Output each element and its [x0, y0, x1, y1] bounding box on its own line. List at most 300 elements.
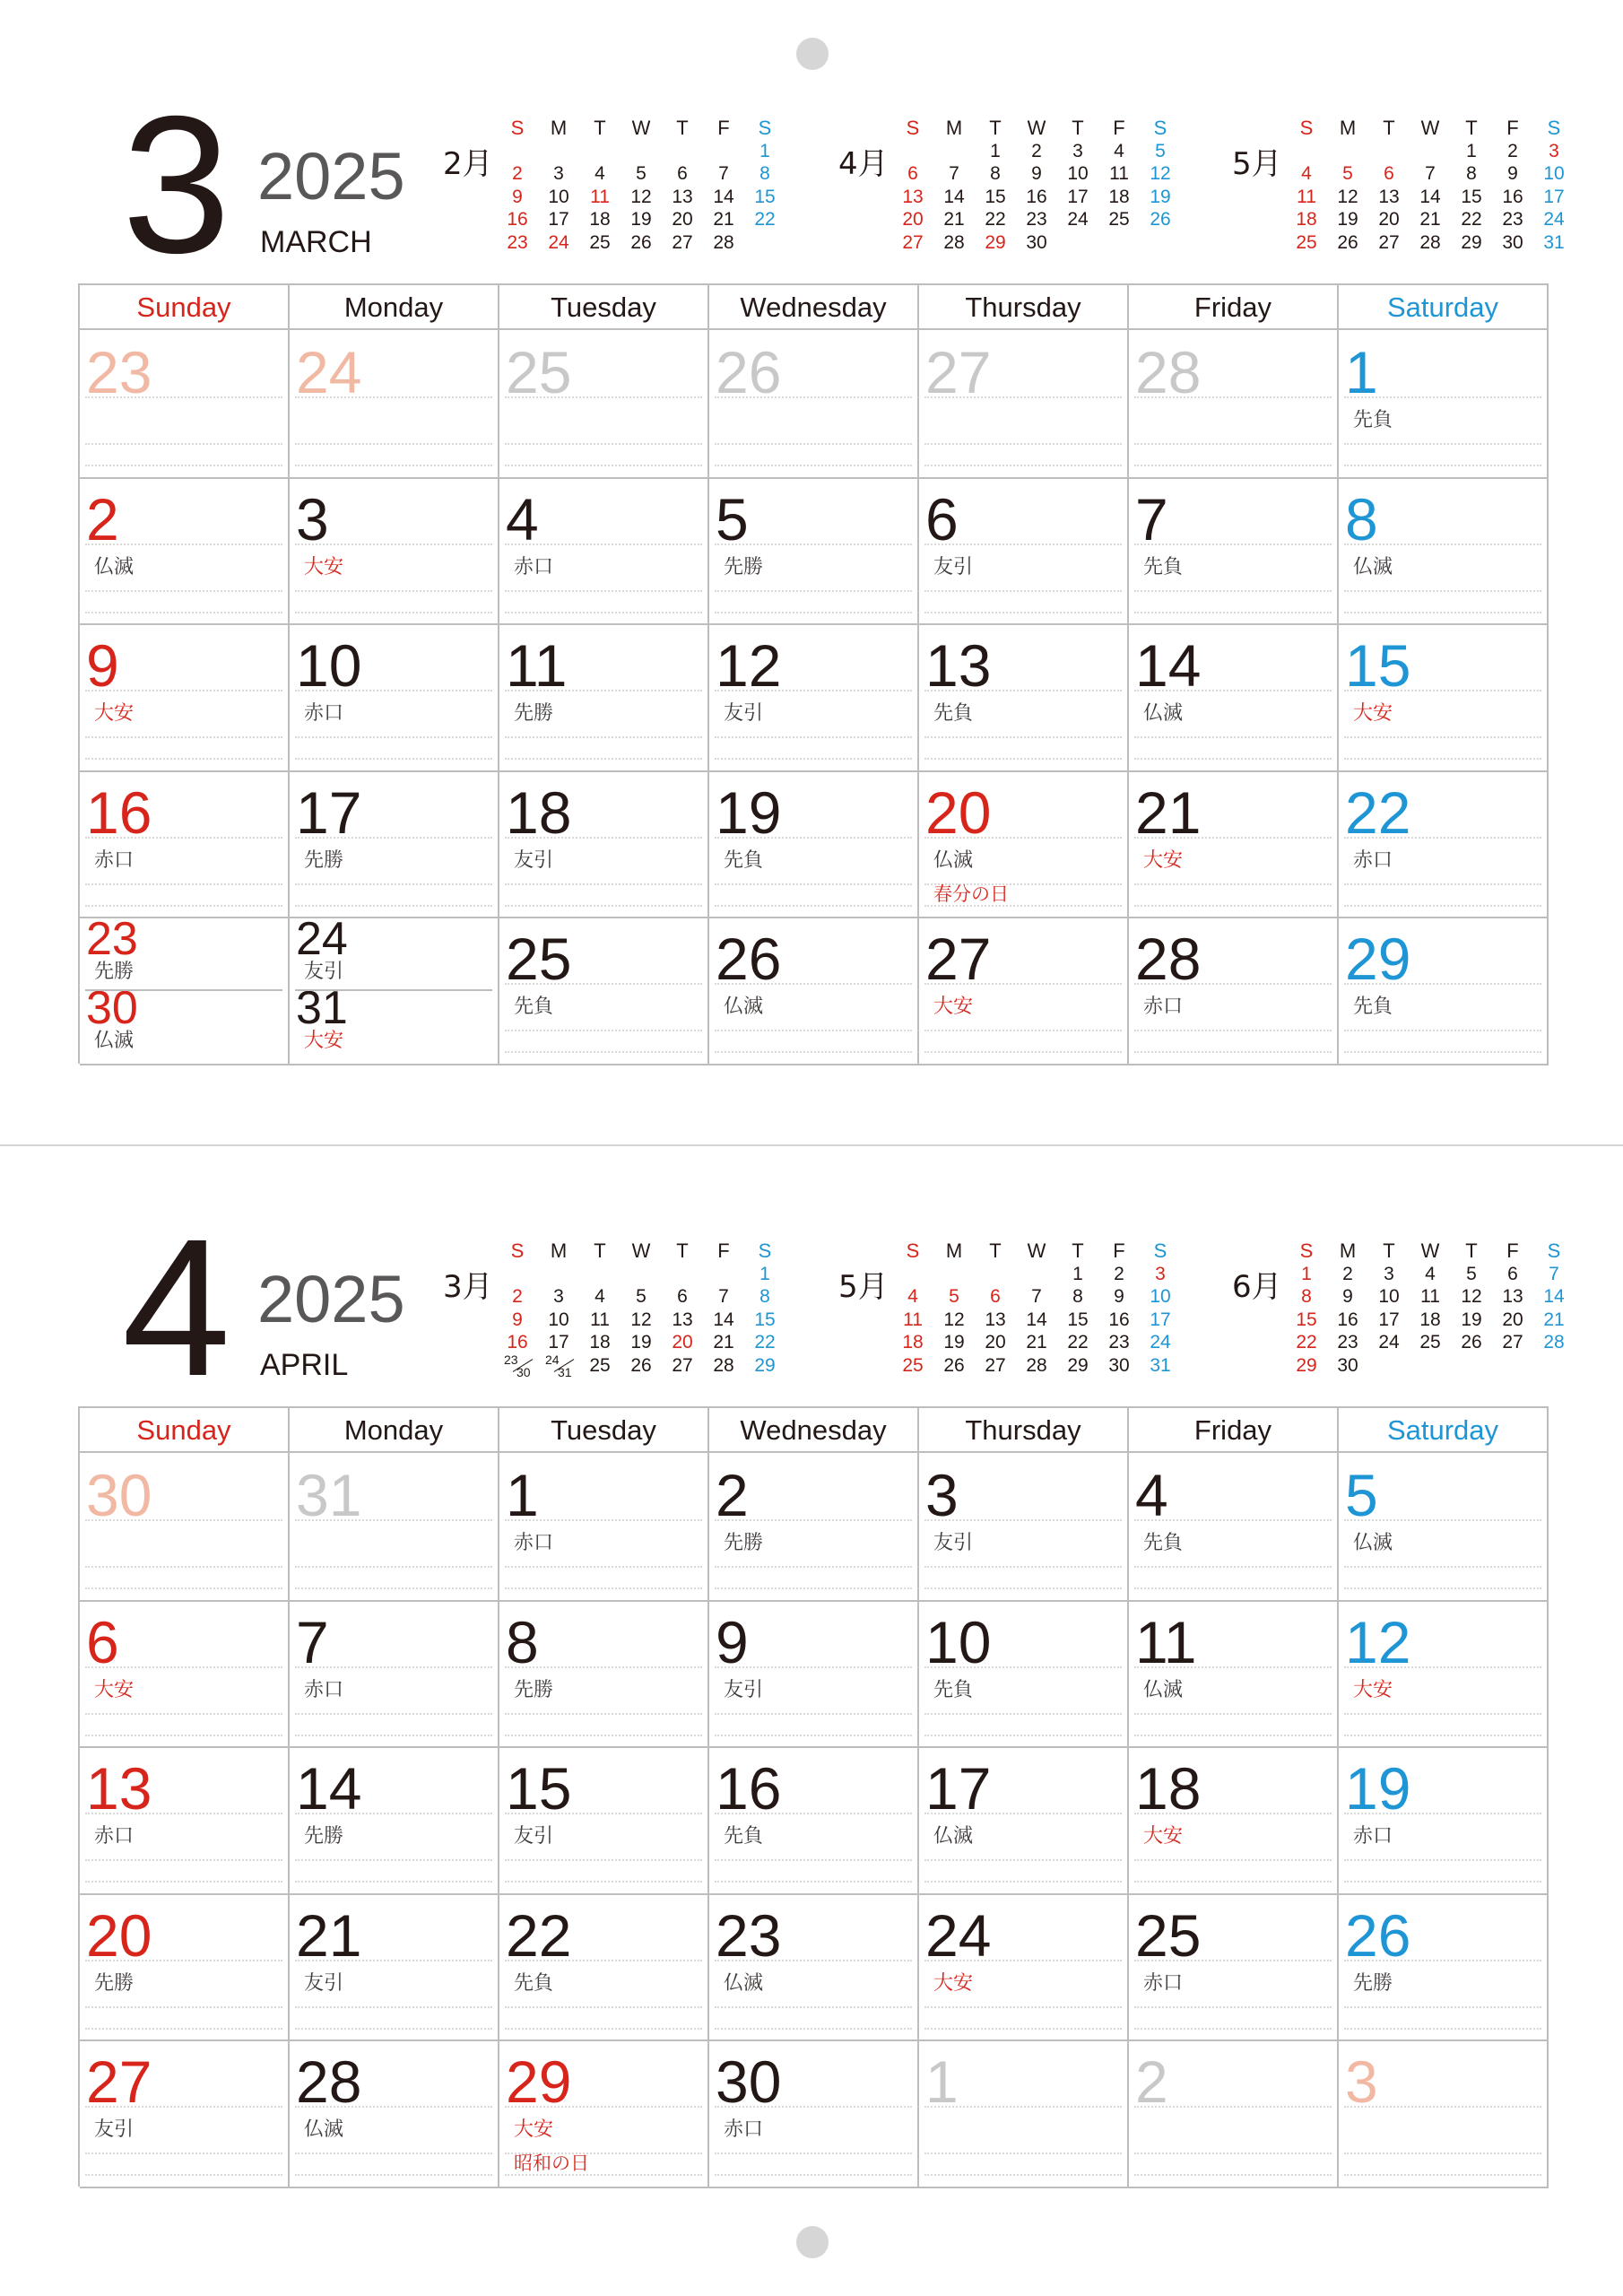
- mini-day: 21: [713, 209, 734, 230]
- mini-day: 21: [713, 1332, 734, 1352]
- mini-day: 28: [1419, 231, 1441, 253]
- day-number: 25: [506, 926, 572, 992]
- day-cell: [290, 1893, 499, 2042]
- day-number: 20: [925, 778, 992, 846]
- dotted-rule: [295, 2152, 492, 2154]
- mini-day: 18: [1296, 209, 1317, 230]
- mini-day: 9: [1342, 1286, 1353, 1307]
- mini-calendar-row: [892, 162, 1181, 186]
- mini-day: 5: [636, 163, 647, 184]
- mini-day: [1140, 231, 1181, 255]
- dotted-rule: [85, 1735, 282, 1736]
- rokuyo-label: 友引: [933, 555, 974, 578]
- mini-day: 30: [1108, 1354, 1130, 1376]
- mini-day: 25: [1419, 1332, 1441, 1352]
- mini-day: 24: [1378, 1332, 1400, 1352]
- mini-calendar-row: [497, 208, 785, 231]
- rokuyo-label: 大安: [1353, 1678, 1393, 1701]
- mini-weekday-label: T: [1465, 1239, 1478, 1262]
- dotted-rule: [505, 2174, 702, 2176]
- dotted-rule: [1344, 443, 1541, 445]
- day-cell: [80, 2039, 290, 2188]
- dotted-rule: [1344, 758, 1541, 760]
- rokuyo-label: 先勝: [724, 555, 764, 578]
- mini-calendar-grid: [1286, 117, 1575, 254]
- dotted-rule: [85, 590, 282, 592]
- week-row: [80, 330, 1549, 477]
- rokuyo-label: 大安: [1353, 702, 1393, 725]
- mini-day: 10: [1378, 1286, 1400, 1307]
- rokuyo-label: 先負: [933, 1678, 974, 1701]
- dotted-rule: [295, 1735, 492, 1736]
- rokuyo-label: 先負: [724, 848, 764, 872]
- mini-day: 30: [1502, 231, 1523, 253]
- mini-day: 29: [1067, 1354, 1089, 1376]
- dotted-rule: [1344, 1881, 1541, 1883]
- month-grid: [78, 283, 1549, 1064]
- mini-weekday-label: F: [1506, 117, 1519, 139]
- month-grid: [78, 1406, 1549, 2187]
- mini-day: 2: [1114, 1263, 1124, 1284]
- weekday-header-monday: Monday: [290, 1408, 499, 1453]
- dotted-rule: [715, 883, 912, 885]
- dotted-rule: [1134, 1881, 1332, 1883]
- mini-calendar: [838, 117, 1220, 260]
- mini-day: 10: [1150, 1286, 1171, 1307]
- dotted-rule: [1134, 1051, 1332, 1053]
- day-number: 11: [1135, 1608, 1197, 1675]
- rokuyo-label: 友引: [933, 1532, 974, 1554]
- mini-day: 17: [548, 209, 569, 230]
- mini-day: 1: [990, 140, 1001, 161]
- mini-day: 19: [943, 1332, 965, 1352]
- mini-calendar-row: [497, 1285, 785, 1309]
- day-number: 22: [1345, 778, 1411, 846]
- mini-weekday-label: M: [550, 117, 568, 139]
- rokuyo-label: 大安: [94, 1678, 135, 1701]
- day-cell: [1129, 1600, 1339, 1749]
- rokuyo-label: 先負: [514, 996, 554, 1018]
- day-number: 23: [86, 913, 138, 965]
- mini-day: [621, 140, 662, 163]
- day-number: 17: [925, 1755, 992, 1822]
- mini-calendar-grid: [497, 117, 785, 254]
- rokuyo-label: 大安: [933, 1971, 974, 1995]
- mini-day: 25: [1296, 231, 1317, 253]
- mini-day: [703, 1263, 744, 1286]
- mini-day: 14: [1026, 1309, 1047, 1330]
- mini-day: 15: [1067, 1309, 1089, 1330]
- rokuyo-label: 友引: [724, 702, 764, 725]
- mini-weekday-label: T: [989, 117, 1002, 139]
- mini-day: [1016, 1263, 1057, 1286]
- mini-day: 26: [1150, 209, 1171, 230]
- dotted-rule: [715, 1735, 912, 1736]
- dotted-rule: [1134, 1713, 1332, 1715]
- mini-day: 7: [949, 163, 959, 184]
- mini-calendar-month-label: 5月: [1232, 146, 1282, 182]
- mini-day: [892, 1263, 933, 1286]
- mini-weekday-label: T: [989, 1239, 1002, 1262]
- dotted-rule: [295, 1587, 492, 1589]
- mini-day: 17: [1378, 1309, 1400, 1330]
- mini-day: 22: [1067, 1332, 1089, 1352]
- day-cell: [290, 770, 499, 919]
- mini-day: [662, 140, 703, 163]
- day-cell: [919, 770, 1129, 919]
- mini-day: 15: [1461, 186, 1482, 207]
- dotted-rule: [1344, 1566, 1541, 1568]
- rokuyo-label: 仏滅: [724, 996, 764, 1018]
- mini-calendar-month-label: 3月: [443, 1269, 493, 1305]
- rokuyo-label: 大安: [1143, 1825, 1184, 1848]
- dotted-rule: [85, 883, 282, 885]
- day-number: 4: [506, 485, 539, 552]
- mini-weekday-label: S: [1547, 117, 1561, 139]
- dotted-rule: [924, 736, 1122, 738]
- rokuyo-label: 先負: [1143, 1532, 1184, 1554]
- mini-calendar-month-label: 6月: [1232, 1269, 1282, 1305]
- mini-day: 26: [630, 231, 652, 253]
- mini-day: 27: [1502, 1332, 1523, 1352]
- mini-weekday-label: S: [906, 117, 920, 139]
- dotted-rule: [1344, 883, 1541, 885]
- dotted-rule: [505, 1587, 702, 1589]
- holiday-label: 春分の日: [933, 883, 1009, 905]
- dotted-rule: [715, 2028, 912, 2030]
- mini-day: 18: [902, 1332, 924, 1352]
- mini-weekday-label: M: [1339, 1239, 1357, 1262]
- mini-weekday-label: T: [676, 117, 689, 139]
- week-row: [80, 1600, 1549, 1747]
- dotted-rule: [924, 905, 1122, 907]
- day-cell: [1339, 623, 1549, 772]
- mini-day: 10: [548, 1309, 569, 1330]
- mini-day: 15: [985, 186, 1006, 207]
- day-cell: [290, 1453, 499, 1602]
- mini-calendar: [443, 1239, 825, 1383]
- mini-day: 11: [1109, 163, 1129, 184]
- weekday-header-monday: Monday: [290, 285, 499, 330]
- weekday-header-friday: Friday: [1129, 1408, 1339, 1453]
- mini-day: 1: [1466, 140, 1477, 161]
- dotted-rule: [715, 1881, 912, 1883]
- mini-day: 16: [507, 209, 528, 230]
- mini-calendar-row: [1286, 1263, 1575, 1286]
- mini-day: 5: [1155, 140, 1166, 161]
- mini-weekday-label: T: [594, 1239, 606, 1262]
- mini-calendar: [443, 117, 825, 260]
- dotted-rule: [715, 736, 912, 738]
- day-number: 3: [1345, 2048, 1378, 2115]
- dotted-rule: [295, 2174, 492, 2176]
- rokuyo-label: 先負: [1353, 409, 1393, 431]
- dotted-rule: [924, 1881, 1122, 1883]
- mini-day: [892, 140, 933, 163]
- day-number: 3: [925, 1462, 959, 1528]
- mini-day: [1533, 1354, 1575, 1378]
- day-cell: [499, 1600, 709, 1749]
- rokuyo-label: 仏滅: [1353, 1532, 1393, 1554]
- rokuyo-label: 赤口: [1143, 996, 1184, 1018]
- day-number: 17: [296, 778, 362, 846]
- mini-calendar-grid: [1286, 1239, 1575, 1377]
- dotted-rule: [1134, 1859, 1332, 1861]
- year-label: 2025: [257, 1262, 405, 1336]
- mini-day: 13: [1502, 1286, 1523, 1307]
- dotted-rule: [1344, 1030, 1541, 1031]
- week-row: [80, 1893, 1549, 2040]
- mini-weekday-label: M: [1339, 117, 1357, 139]
- mini-weekday-label: T: [1465, 117, 1478, 139]
- week-row: [80, 2039, 1549, 2187]
- dotted-rule: [924, 1030, 1122, 1031]
- mini-split-date: [543, 1354, 577, 1378]
- mini-weekday-label: T: [1383, 117, 1395, 139]
- day-cell: [1339, 1746, 1549, 1895]
- day-number: 9: [716, 1608, 749, 1675]
- day-cell: [499, 477, 709, 626]
- dotted-rule: [715, 443, 912, 445]
- day-number: 27: [86, 2048, 152, 2115]
- mini-day: 11: [590, 1309, 610, 1330]
- mini-day: 2: [1342, 1263, 1353, 1284]
- mini-day: 12: [630, 1309, 652, 1330]
- mini-day: 1: [759, 1263, 770, 1284]
- dotted-rule: [1344, 1859, 1541, 1861]
- day-cell: [919, 330, 1129, 479]
- day-cell: [499, 2039, 709, 2188]
- dotted-rule: [924, 1587, 1122, 1589]
- mini-day: 13: [672, 1309, 693, 1330]
- day-cell: [499, 770, 709, 919]
- dotted-rule: [924, 1713, 1122, 1715]
- rokuyo-label: 赤口: [304, 1678, 344, 1701]
- day-cell: [1129, 1893, 1339, 2042]
- mini-day: 12: [1461, 1286, 1482, 1307]
- day-number: 13: [86, 1755, 152, 1822]
- mini-calendar-header: [1286, 1239, 1575, 1263]
- rokuyo-label: 先勝: [514, 1678, 554, 1701]
- mini-day: 5: [1466, 1263, 1477, 1284]
- mini-day: 31: [1150, 1354, 1171, 1376]
- mini-weekday-label: S: [1153, 1239, 1167, 1262]
- dotted-rule: [505, 1881, 702, 1883]
- rokuyo-label: 仏滅: [933, 848, 974, 872]
- mini-day: 2: [512, 163, 523, 184]
- mini-day: 4: [907, 1286, 918, 1307]
- binder-hole-bottom: [796, 2226, 829, 2258]
- mini-day: 11: [1297, 186, 1316, 207]
- day-number: 7: [296, 1608, 329, 1675]
- day-cell: [499, 623, 709, 772]
- dotted-rule: [505, 1051, 702, 1053]
- dotted-rule: [715, 905, 912, 907]
- day-cell: [1339, 1893, 1549, 2042]
- mini-day-top: 23: [504, 1352, 518, 1367]
- weekday-header-sunday: Sunday: [80, 285, 290, 330]
- dotted-rule: [85, 465, 282, 466]
- mini-weekday-label: M: [550, 1239, 568, 1262]
- mini-day: 6: [907, 163, 918, 184]
- day-cell: [919, 917, 1129, 1065]
- dotted-rule: [505, 905, 702, 907]
- rokuyo-label: 先負: [1143, 555, 1184, 578]
- mini-calendar: [1232, 117, 1614, 260]
- mini-day: 24: [548, 231, 569, 253]
- week-row: [80, 623, 1549, 770]
- mini-calendar-header: [1286, 117, 1575, 140]
- weekday-header-thursday: Thursday: [919, 285, 1129, 330]
- mini-day: 26: [1461, 1332, 1482, 1352]
- mini-day: 5: [1342, 163, 1353, 184]
- rokuyo-label: 先勝: [94, 961, 135, 983]
- mini-calendar-row: [1286, 1331, 1575, 1354]
- day-cell: [1129, 770, 1339, 919]
- dotted-rule: [1134, 2174, 1332, 2176]
- dotted-rule: [1134, 905, 1332, 907]
- mini-day: [579, 140, 621, 163]
- mini-day: 5: [636, 1286, 647, 1307]
- mini-day: 27: [985, 1354, 1006, 1376]
- day-cell: [290, 330, 499, 479]
- dotted-rule: [924, 1051, 1122, 1053]
- mini-day: 16: [1026, 186, 1047, 207]
- weekday-header-sunday: Sunday: [80, 1408, 290, 1453]
- mini-day: 6: [677, 163, 688, 184]
- day-cell: [1129, 623, 1339, 772]
- mini-day: 6: [1507, 1263, 1518, 1284]
- mini-day: 19: [1150, 186, 1171, 207]
- mini-day: 17: [1067, 186, 1089, 207]
- day-cell: [499, 917, 709, 1065]
- dotted-rule: [505, 590, 702, 592]
- mini-day: 19: [630, 1332, 652, 1352]
- mini-calendar-row: [1286, 186, 1575, 209]
- mini-day: 7: [1425, 163, 1436, 184]
- mini-day: 27: [1378, 231, 1400, 253]
- dotted-rule: [85, 612, 282, 613]
- weekday-header-saturday: Saturday: [1339, 285, 1549, 330]
- mini-weekday-label: F: [1506, 1239, 1519, 1262]
- day-cell: [919, 477, 1129, 626]
- day-cell: [499, 1453, 709, 1602]
- day-cell-half: [290, 982, 498, 1062]
- day-number: 2: [86, 485, 119, 552]
- dotted-rule: [924, 465, 1122, 466]
- dotted-rule: [295, 883, 492, 885]
- day-number: 1: [506, 1462, 539, 1528]
- day-cell: [1339, 1453, 1549, 1602]
- dotted-rule: [715, 465, 912, 466]
- mini-calendar-row: [497, 1263, 785, 1286]
- dotted-rule: [85, 1881, 282, 1883]
- mini-day-top: 24: [545, 1352, 560, 1367]
- dotted-rule: [715, 1051, 912, 1053]
- dotted-rule: [1344, 1735, 1541, 1736]
- rokuyo-label: 先勝: [304, 848, 344, 872]
- dotted-rule: [505, 1735, 702, 1736]
- day-cell: [709, 917, 919, 1065]
- week-row: [80, 770, 1549, 918]
- mini-day-bottom: 30: [516, 1364, 531, 1379]
- mini-day: 4: [595, 163, 605, 184]
- rokuyo-label: 先勝: [1353, 1971, 1393, 1995]
- mini-day: [1410, 1354, 1451, 1378]
- day-number: 21: [1135, 778, 1202, 846]
- mini-calendar-row: [497, 162, 785, 186]
- mini-day: 18: [1419, 1309, 1441, 1330]
- day-number: 30: [86, 982, 138, 1034]
- mini-calendar-row: [892, 1285, 1181, 1309]
- day-number: 6: [925, 485, 959, 552]
- day-cell: [290, 1600, 499, 1749]
- mini-day: [662, 1263, 703, 1286]
- mini-day: 21: [1543, 1309, 1565, 1330]
- rokuyo-label: 仏滅: [1143, 702, 1184, 725]
- mini-weekday-label: W: [1420, 1239, 1440, 1262]
- day-cell-half: [80, 913, 288, 989]
- dotted-rule: [505, 1713, 702, 1715]
- rokuyo-label: 大安: [304, 1030, 344, 1052]
- dotted-rule: [1134, 465, 1332, 466]
- rokuyo-label: 先負: [724, 1825, 764, 1848]
- dotted-rule: [1134, 2006, 1332, 2008]
- dotted-rule: [715, 1587, 912, 1589]
- dotted-rule: [505, 612, 702, 613]
- mini-weekday-label: T: [1383, 1239, 1395, 1262]
- dotted-rule: [1344, 1051, 1541, 1053]
- mini-calendar-header: [892, 117, 1181, 140]
- dotted-rule: [505, 883, 702, 885]
- day-number: 14: [1135, 632, 1202, 699]
- mini-weekday-label: S: [758, 1239, 772, 1262]
- mini-day: 20: [902, 209, 924, 230]
- mini-day: 14: [713, 186, 734, 207]
- mini-calendar-row: [1286, 140, 1575, 163]
- rokuyo-label: 大安: [94, 702, 135, 725]
- rokuyo-label: 大安: [514, 2118, 554, 2141]
- day-number: 25: [506, 339, 572, 405]
- dotted-rule: [1134, 1587, 1332, 1589]
- day-cell: [80, 1893, 290, 2042]
- dotted-rule: [85, 1566, 282, 1568]
- day-cell: [709, 477, 919, 626]
- mini-day: 17: [1543, 186, 1565, 207]
- dotted-rule: [1344, 1587, 1541, 1589]
- rokuyo-label: 友引: [514, 1825, 554, 1848]
- day-number: 15: [506, 1755, 572, 1822]
- mini-day: 16: [507, 1332, 528, 1352]
- dotted-rule: [85, 905, 282, 907]
- mini-day: 13: [902, 186, 924, 207]
- mini-day: [497, 1263, 538, 1286]
- dotted-rule: [505, 2006, 702, 2008]
- rokuyo-label: 友引: [514, 848, 554, 872]
- rokuyo-label: 仏滅: [304, 2118, 344, 2141]
- day-cell: [80, 770, 290, 919]
- day-number: 5: [1345, 1462, 1378, 1528]
- day-number: 30: [716, 2048, 782, 2115]
- day-cell: [80, 477, 290, 626]
- day-number: 1: [925, 2048, 959, 2115]
- mini-day: [744, 231, 785, 255]
- mini-weekday-label: T: [676, 1239, 689, 1262]
- dotted-rule: [1344, 590, 1541, 592]
- mini-day: 3: [553, 1286, 564, 1307]
- day-number: 23: [716, 1901, 782, 1969]
- mini-weekday-label: S: [1153, 117, 1167, 139]
